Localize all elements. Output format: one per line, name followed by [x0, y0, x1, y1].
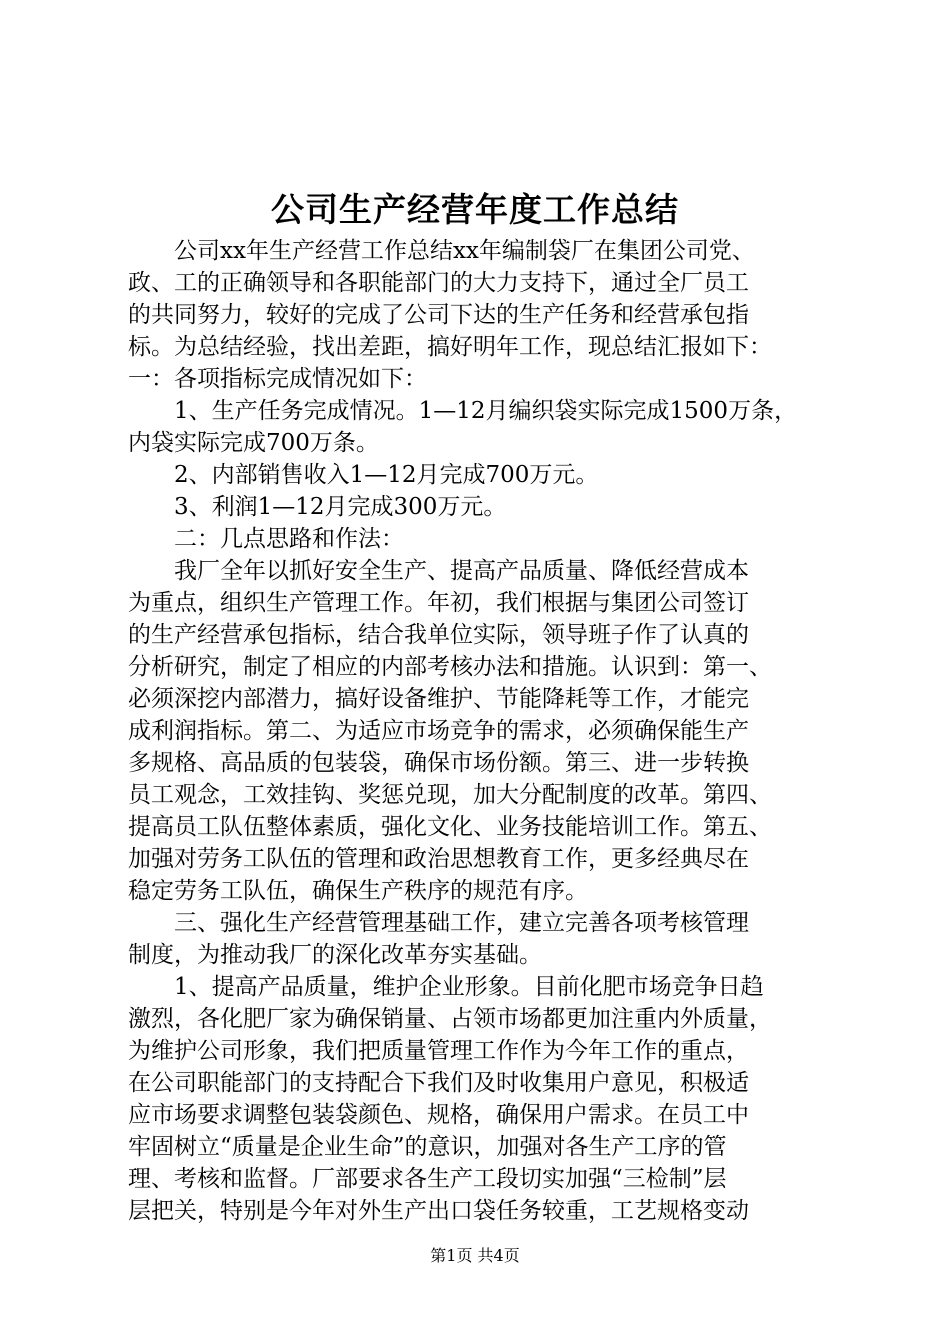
- text-line: 稳定劳务工队伍，确保生产秩序的规范有序。: [128, 878, 588, 904]
- text-line: 成利润指标。第二、为适应市场竞争的需求，必须确保能生产: [128, 718, 749, 744]
- text-line: 1、提高产品质量，维护企业形象。目前化肥市场竞争日趋: [128, 974, 764, 1000]
- document-title: 公司生产经营年度工作总结: [271, 190, 679, 229]
- page-number: 第1页 共4页: [430, 1246, 520, 1265]
- text-line: 一：各项指标完成情况如下：: [128, 366, 427, 392]
- text-line: 层把关，特别是今年对外生产出口袋任务较重，工艺规格变动: [128, 1198, 749, 1224]
- text-line: 公司xx年生产经营工作总结xx年编制袋厂在集团公司党、: [128, 238, 755, 264]
- document-body: [128, 235, 832, 1227]
- text-line: 多规格、高品质的包装袋，确保市场份额。第三、进一步转换: [128, 750, 749, 776]
- text-line: 的共同努力，较好的完成了公司下达的生产任务和经营承包指: [128, 302, 749, 328]
- text-line: 为维护公司形象，我们把质量管理工作作为今年工作的重点，: [128, 1038, 749, 1064]
- text-line: 理、考核和监督。厂部要求各生产工段切实加强“三检制”层: [128, 1166, 727, 1192]
- text-line: 应市场要求调整包装袋颜色、规格，确保用户需求。在员工中: [128, 1102, 749, 1128]
- text-line: 牢固树立“质量是企业生命”的意识，加强对各生产工序的管: [128, 1134, 727, 1160]
- text-line: 二：几点思路和作法：: [128, 526, 404, 552]
- text-line: 必须深挖内部潜力，搞好设备维护、节能降耗等工作，才能完: [128, 686, 749, 712]
- text-line: 1、生产任务完成情况。1—12月编织袋实际完成1500万条，: [128, 398, 798, 424]
- text-line: 加强对劳务工队伍的管理和政治思想教育工作，更多经典尽在: [128, 846, 749, 872]
- text-line: 员工观念，工效挂钩、奖惩兑现，加大分配制度的改革。第四、: [128, 782, 772, 808]
- text-line: 内袋实际完成700万条。: [128, 430, 379, 456]
- text-line: 政、工的正确领导和各职能部门的大力支持下，通过全厂员工: [128, 270, 749, 296]
- text-line: 分析研究，制定了相应的内部考核办法和措施。认识到：第一、: [128, 654, 772, 680]
- text-line: 在公司职能部门的支持配合下我们及时收集用户意见，积极适: [128, 1070, 749, 1096]
- text-line: 标。为总结经验，找出差距，搞好明年工作，现总结汇报如下：: [128, 334, 772, 360]
- text-line: 提高员工队伍整体素质，强化文化、业务技能培训工作。第五、: [128, 814, 772, 840]
- text-line: 2、内部销售收入1—12月完成700万元。: [128, 462, 599, 488]
- text-line: 激烈，各化肥厂家为确保销量、占领市场都更加注重内外质量，: [128, 1006, 772, 1032]
- text-line: 3、利润1—12月完成300万元。: [128, 494, 507, 520]
- text-line: 三、强化生产经营管理基础工作，建立完善各项考核管理: [128, 910, 749, 936]
- text-line: 的生产经营承包指标，结合我单位实际，领导班子作了认真的: [128, 622, 749, 648]
- text-line: 我厂全年以抓好安全生产、提高产品质量、降低经营成本: [128, 558, 749, 584]
- text-line: 为重点，组织生产管理工作。年初，我们根据与集团公司签订: [128, 590, 749, 616]
- text-line: 制度，为推动我厂的深化改革夯实基础。: [128, 942, 542, 968]
